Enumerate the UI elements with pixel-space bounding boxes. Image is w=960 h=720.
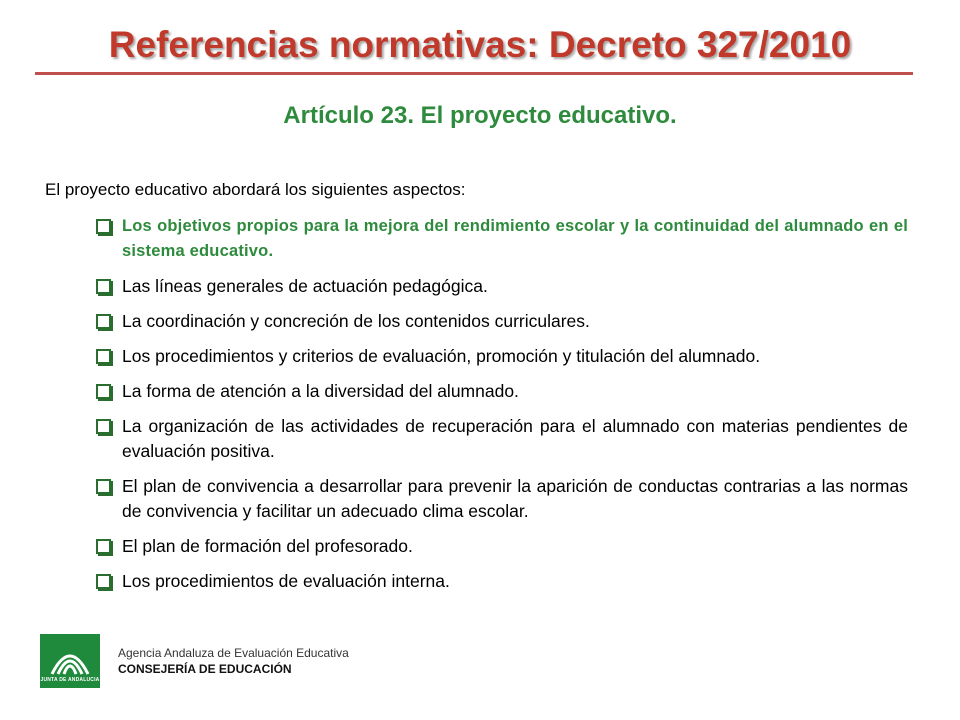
section-subtitle: Artículo 23. El proyecto educativo. — [283, 102, 677, 129]
list-item — [96, 344, 908, 369]
checkbox-bullet-icon — [96, 574, 111, 589]
list-item-text: El plan de convivencia a desarrollar para prevenir la aparición de conductas contrarias a las normas de convivencia y facilitar un adecuado clima escolar. — [122, 476, 908, 521]
list-item — [96, 274, 908, 299]
aspects-list — [96, 214, 908, 604]
ministry-name: CONSEJERÍA DE EDUCACIÓN — [118, 662, 292, 676]
list-item-text: Los objetivos propios para la mejora del rendimiento escolar y la continuidad del alumnado en el sistema educativo. — [122, 217, 908, 260]
agency-block — [118, 646, 349, 676]
page-title: Referencias normativas: Decreto 327/2010 — [108, 24, 852, 65]
arches-emblem-icon — [48, 640, 92, 676]
list-item-text: La organización de las actividades de recuperación para el alumnado con materias pendientes de evaluación positiva. — [122, 416, 908, 461]
checkbox-bullet-icon — [96, 279, 111, 294]
list-item — [96, 569, 908, 594]
checkbox-bullet-icon — [96, 314, 111, 329]
agency-name: Agencia Andaluza de Evaluación Educativa — [118, 646, 349, 660]
list-item — [96, 474, 908, 524]
list-item — [96, 379, 908, 404]
list-item-text: La forma de atención a la diversidad del alumnado. — [122, 381, 519, 401]
logo-text: JUNTA DE ANDALUCIA — [40, 676, 100, 683]
list-item — [96, 214, 908, 264]
list-item-text: Las líneas generales de actuación pedagógica. — [122, 276, 488, 296]
list-item — [96, 414, 908, 464]
list-item-text: El plan de formación del profesorado. — [122, 536, 413, 556]
title-divider — [35, 72, 913, 75]
checkbox-bullet-icon — [96, 419, 111, 434]
checkbox-bullet-icon — [96, 384, 111, 399]
list-item-text: La coordinación y concreción de los contenidos curriculares. — [122, 311, 590, 331]
footer — [40, 634, 349, 688]
checkbox-bullet-icon — [96, 539, 111, 554]
list-item-text: Los procedimientos de evaluación interna. — [122, 571, 450, 591]
list-item — [96, 309, 908, 334]
list-item-text: Los procedimientos y criterios de evaluación, promoción y titulación del alumnado. — [122, 346, 761, 366]
checkbox-bullet-icon — [96, 219, 111, 234]
checkbox-bullet-icon — [96, 349, 111, 364]
junta-andalucia-logo — [40, 634, 100, 688]
list-item — [96, 534, 908, 559]
intro-text: El proyecto educativo abordará los siguientes aspectos: — [45, 180, 466, 199]
checkbox-bullet-icon — [96, 479, 111, 494]
